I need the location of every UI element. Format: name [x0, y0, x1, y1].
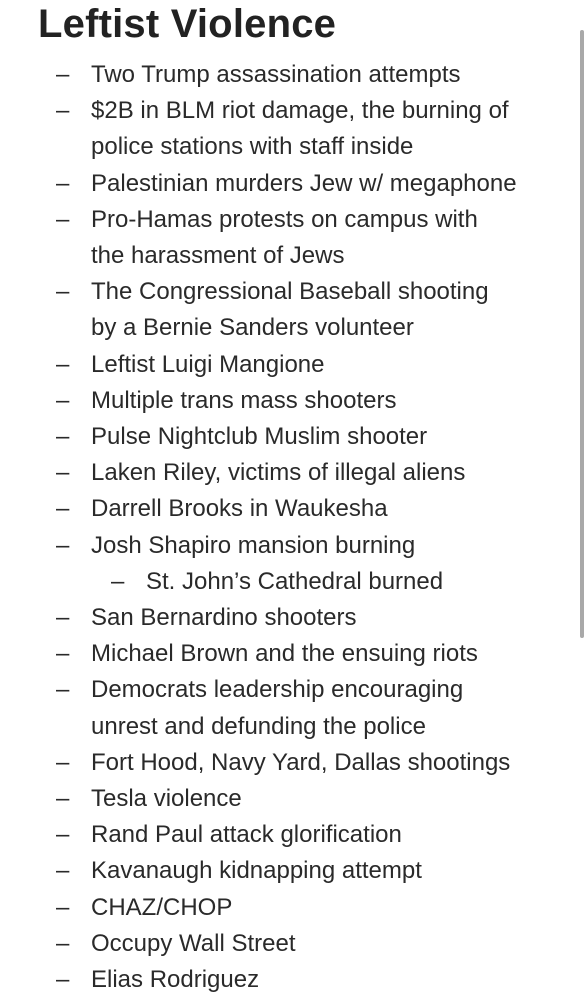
list-item	[0, 491, 575, 527]
list-item	[0, 745, 575, 781]
list-item-text: Two Trump assassination attempts	[91, 61, 461, 88]
bullet-dash: –	[56, 821, 70, 849]
bullet-list	[0, 57, 575, 998]
list-item-text: the harassment of Jews	[91, 242, 345, 270]
bullet-dash: –	[56, 929, 70, 957]
list-item-text: $2B in BLM riot damage, the burning of	[91, 97, 509, 125]
list-item-text: The Congressional Baseball shooting	[91, 278, 489, 306]
list-item	[0, 817, 575, 853]
bullet-dash: –	[56, 857, 70, 885]
list-item-text: by a Bernie Sanders volunteer	[91, 314, 414, 342]
list-item-text: Josh Shapiro mansion burning	[91, 531, 416, 559]
list-item	[0, 93, 575, 165]
list-item-text: unrest and defunding the police	[91, 712, 426, 740]
list-item	[0, 274, 575, 346]
list-item	[0, 636, 575, 672]
bullet-dash: –	[56, 966, 70, 994]
list-item-text: Rand Paul attack glorification	[91, 821, 402, 849]
bullet-dash: –	[56, 676, 70, 704]
bullet-dash: –	[56, 604, 70, 632]
bullet-dash: –	[56, 350, 70, 378]
sub-list-item	[0, 564, 575, 600]
list-item	[0, 600, 575, 636]
list-item-text: San Bernardino shooters	[91, 604, 357, 632]
list-item-text: Michael Brown and the ensuing riots	[91, 640, 478, 668]
list-item-text: Multiple trans mass shooters	[91, 386, 397, 414]
list-item	[0, 455, 575, 491]
list-item-text: Darrell Brooks in Waukesha	[91, 495, 388, 523]
page-title: Leftist Violence	[38, 2, 337, 46]
list-item-text: Fort Hood, Navy Yard, Dallas shootings	[91, 748, 511, 776]
list-item-text: Democrats leadership encouraging	[91, 676, 464, 704]
bullet-dash: –	[56, 386, 70, 414]
list-item	[0, 57, 575, 93]
bullet-dash: –	[56, 785, 70, 813]
list-item-text: Elias Rodriguez	[91, 966, 260, 994]
bullet-dash: –	[56, 61, 70, 88]
bullet-dash: –	[56, 278, 70, 306]
list-item-text: Kavanaugh kidnapping attempt	[91, 857, 422, 885]
list-item	[0, 202, 575, 274]
list-item-text: Leftist Luigi Mangione	[91, 350, 325, 378]
bullet-dash: –	[56, 423, 70, 451]
list-item	[0, 528, 575, 564]
list-item-text: St. John’s Cathedral burned	[146, 567, 444, 595]
list-item	[0, 383, 575, 419]
bullet-dash: –	[56, 893, 70, 921]
list-item	[0, 166, 575, 202]
list-item-text: Pro-Hamas protests on campus with	[91, 205, 478, 233]
list-item	[0, 962, 575, 998]
list-item	[0, 926, 575, 962]
bullet-dash: –	[56, 205, 70, 233]
bullet-dash: –	[56, 459, 70, 487]
list-item	[0, 853, 575, 889]
list-item	[0, 672, 575, 744]
list-item-text: CHAZ/CHOP	[91, 893, 233, 921]
list-item	[0, 890, 575, 926]
list-item-text: police stations with staff inside	[91, 133, 414, 161]
bullet-dash: –	[56, 495, 70, 523]
list-item	[0, 419, 575, 455]
list-item-text: Tesla violence	[91, 785, 242, 813]
bullet-dash: –	[56, 748, 70, 776]
bullet-dash: –	[56, 640, 70, 668]
bullet-dash: –	[56, 169, 70, 197]
scrollbar[interactable]	[580, 30, 584, 638]
list-item-text: Pulse Nightclub Muslim shooter	[91, 423, 428, 451]
list-item-text: Occupy Wall Street	[91, 929, 296, 957]
list-item-text: Palestinian murders Jew w/ megaphone	[91, 169, 517, 197]
bullet-dash: –	[111, 567, 125, 595]
list-item-text: Laken Riley, victims of illegal aliens	[91, 459, 466, 487]
bullet-dash: –	[56, 531, 70, 559]
list-item	[0, 347, 575, 383]
list-item	[0, 781, 575, 817]
bullet-dash: –	[56, 97, 70, 125]
